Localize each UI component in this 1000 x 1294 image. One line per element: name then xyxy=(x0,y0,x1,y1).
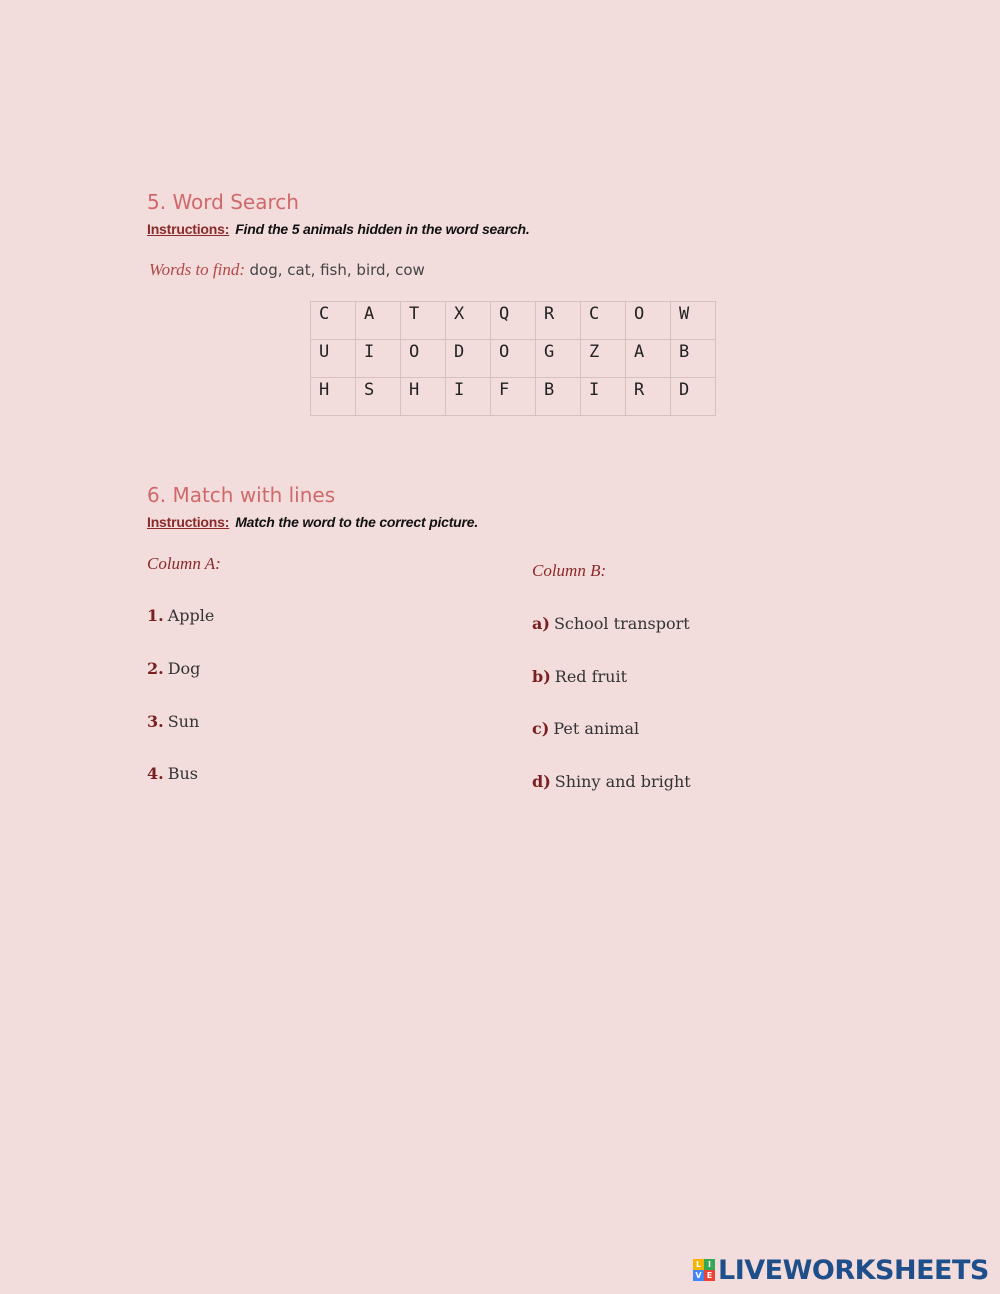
instructions-label: Instructions: xyxy=(147,514,230,530)
grid-cell[interactable]: I xyxy=(356,340,401,378)
grid-cell[interactable]: I xyxy=(581,378,626,416)
grid-cell[interactable]: D xyxy=(671,378,716,416)
grid-cell[interactable]: O xyxy=(491,340,536,378)
grid-cell[interactable]: Z xyxy=(581,340,626,378)
match-title: 6. Match with lines xyxy=(147,483,336,507)
item-text: Sun xyxy=(167,712,200,731)
grid-cell[interactable]: B xyxy=(536,378,581,416)
grid-cell[interactable]: R xyxy=(626,378,671,416)
column-b-label: Column B: xyxy=(532,561,607,580)
words-to-find xyxy=(149,260,425,280)
grid-cell[interactable]: D xyxy=(446,340,491,378)
logo-badge-letter: L xyxy=(693,1259,704,1270)
column-a-item xyxy=(147,712,199,731)
item-text: Pet animal xyxy=(553,719,640,738)
grid-cell[interactable]: G xyxy=(536,340,581,378)
column-a-label: Column A: xyxy=(147,554,221,573)
grid-row xyxy=(311,378,716,416)
logo-badge-icon xyxy=(693,1259,715,1281)
logo-text: LIVEWORKSHEETS xyxy=(718,1254,989,1286)
word-search-grid xyxy=(310,301,716,416)
item-text: Dog xyxy=(167,659,201,678)
grid-cell[interactable]: Q xyxy=(491,302,536,340)
grid-cell[interactable]: U xyxy=(311,340,356,378)
item-number: 1. xyxy=(147,606,164,625)
column-b-item xyxy=(532,614,690,633)
item-text: Apple xyxy=(167,606,215,625)
instructions-text: Find the 5 animals hidden in the word search. xyxy=(235,221,530,237)
word-search-title: 5. Word Search xyxy=(147,190,299,214)
words-to-find-label: Words to find: xyxy=(149,260,246,279)
instructions-text: Match the word to the correct picture. xyxy=(235,514,479,530)
instructions-label: Instructions: xyxy=(147,221,230,237)
grid-cell[interactable]: C xyxy=(581,302,626,340)
grid-cell[interactable]: F xyxy=(491,378,536,416)
item-text: Red fruit xyxy=(554,667,628,686)
item-number: 2. xyxy=(147,659,164,678)
liveworksheets-logo[interactable] xyxy=(693,1256,989,1284)
grid-cell[interactable]: I xyxy=(446,378,491,416)
item-letter: b) xyxy=(532,667,551,686)
grid-cell[interactable]: T xyxy=(401,302,446,340)
grid-cell[interactable]: H xyxy=(311,378,356,416)
grid-cell[interactable]: A xyxy=(626,340,671,378)
logo-badge-letter: E xyxy=(704,1270,715,1281)
word-search-instructions xyxy=(147,221,530,237)
grid-row xyxy=(311,302,716,340)
grid-cell[interactable]: H xyxy=(401,378,446,416)
item-letter: c) xyxy=(532,719,550,738)
column-a-item xyxy=(147,659,200,678)
column-b-item xyxy=(532,772,691,791)
item-number: 4. xyxy=(147,764,164,783)
item-number: 3. xyxy=(147,712,164,731)
item-text: School transport xyxy=(553,614,690,633)
item-letter: d) xyxy=(532,772,551,791)
item-text: Bus xyxy=(167,764,198,783)
grid-cell[interactable]: R xyxy=(536,302,581,340)
column-a-item xyxy=(147,606,214,625)
grid-cell[interactable]: B xyxy=(671,340,716,378)
column-a-item xyxy=(147,764,198,783)
column-b-item xyxy=(532,719,639,738)
grid-row xyxy=(311,340,716,378)
grid-cell[interactable]: X xyxy=(446,302,491,340)
grid-cell[interactable]: S xyxy=(356,378,401,416)
grid-cell[interactable]: W xyxy=(671,302,716,340)
grid-cell[interactable]: A xyxy=(356,302,401,340)
match-instructions xyxy=(147,514,478,530)
logo-badge-letter: I xyxy=(704,1259,715,1270)
column-b-item xyxy=(532,667,627,686)
grid-cell[interactable]: C xyxy=(311,302,356,340)
item-letter: a) xyxy=(532,614,550,633)
grid-cell[interactable]: O xyxy=(626,302,671,340)
words-to-find-value: dog, cat, fish, bird, cow xyxy=(249,261,425,279)
item-text: Shiny and bright xyxy=(554,772,691,791)
logo-badge-letter: V xyxy=(693,1270,704,1281)
grid-cell[interactable]: O xyxy=(401,340,446,378)
